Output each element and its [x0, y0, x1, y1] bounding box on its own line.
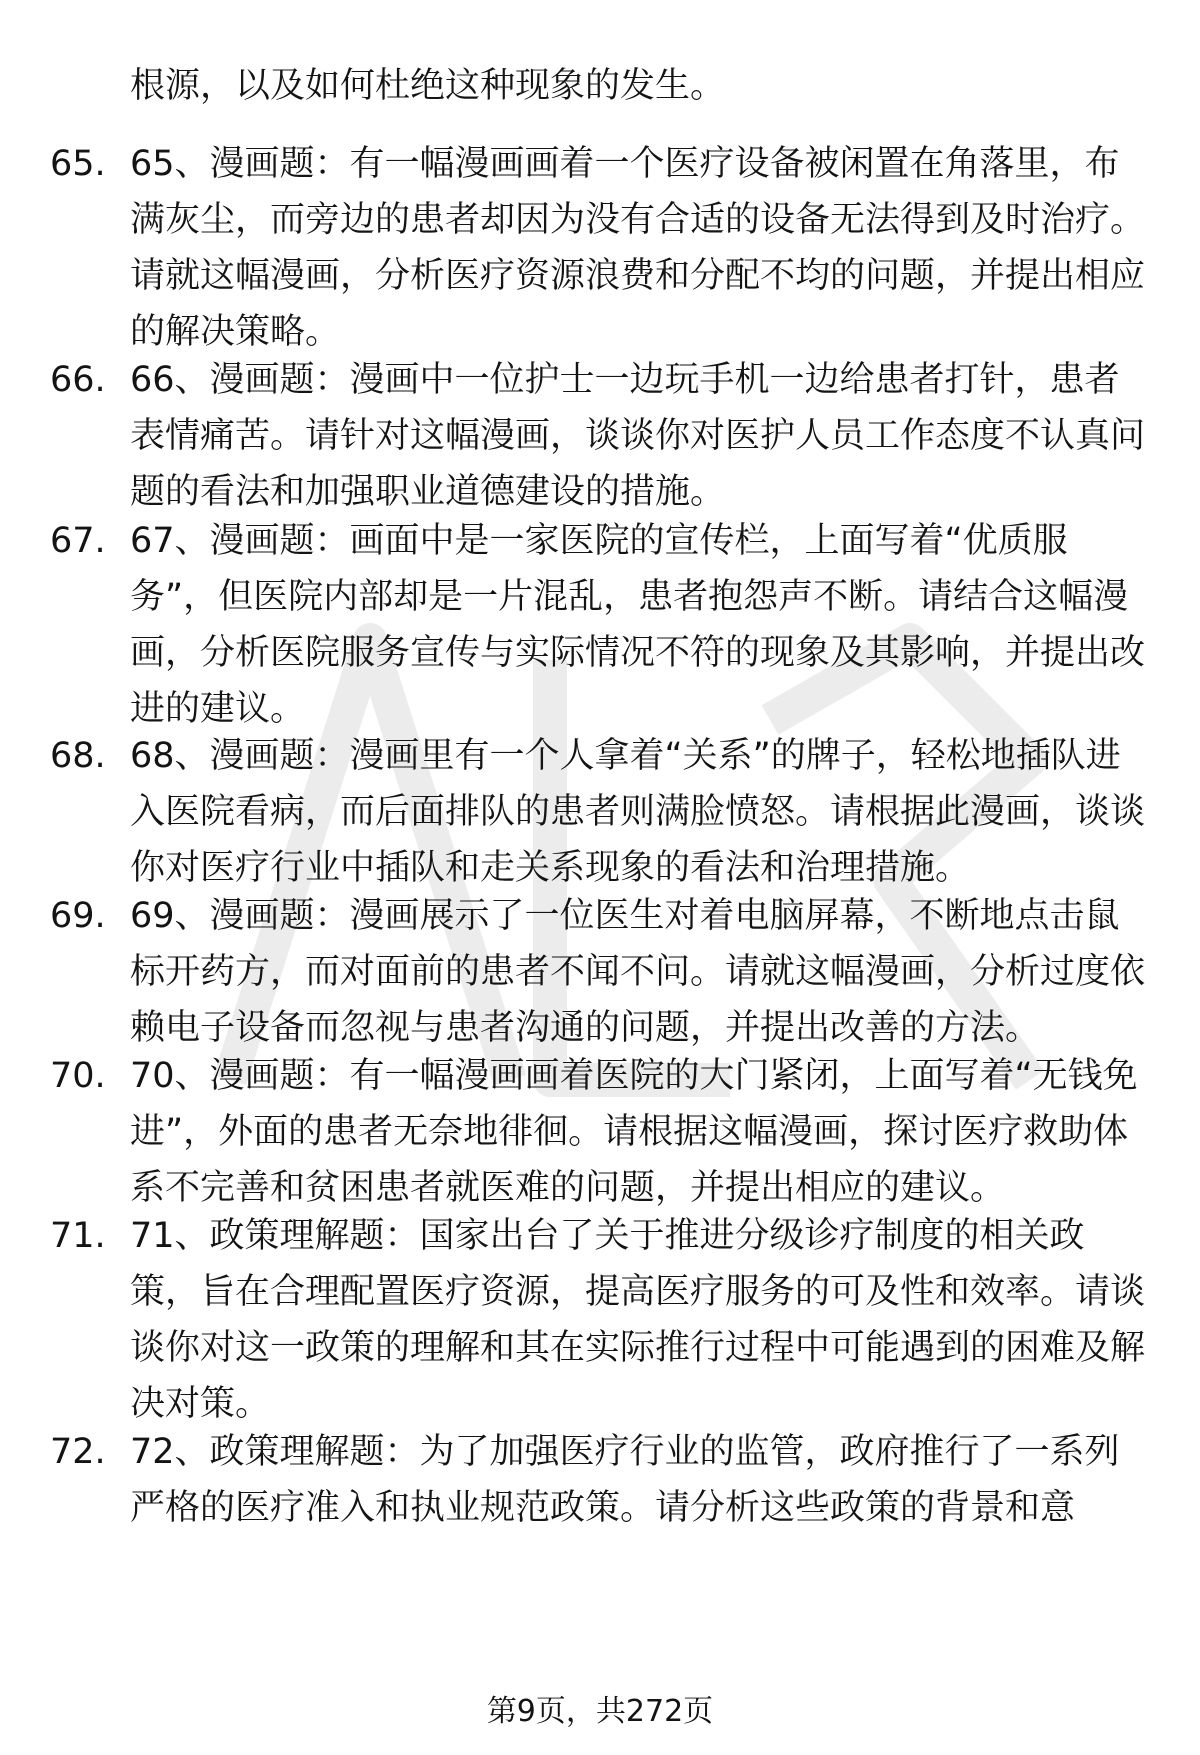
list-item-number: 72.: [50, 1432, 106, 1472]
list-item-text: 72、政策理解题：为了加强医疗行业的监管，政府推行了一系列严格的医疗准入和执业规范政策。请分析这些政策的背景和意: [130, 1432, 1120, 1528]
continued-text: 根源，以及如何杜绝这种现象的发生。: [130, 66, 726, 106]
list-item-number: 67.: [50, 521, 106, 561]
list-item-number: 71.: [50, 1216, 106, 1256]
list-item-number: 70.: [50, 1056, 106, 1096]
list-item-text: 70、漫画题：有一幅漫画画着医院的大门紧闭，上面写着“无钱免进”，外面的患者无奈地徘徊。请根据这幅漫画，探讨医疗救助体系不完善和贫困患者就医难的问题，并提出相应的建议。: [130, 1056, 1138, 1208]
list-item-number: 65.: [50, 144, 106, 184]
list-item-number: 68.: [50, 736, 106, 776]
list-item-text: 69、漫画题：漫画展示了一位医生对着电脑屏幕，不断地点击鼠标开药方，而对面前的患者不闻不问。请就这幅漫画，分析过度依赖电子设备而忽视与患者沟通的问题，并提出改善的方法。: [130, 896, 1146, 1048]
list-item-number: 69.: [50, 896, 106, 936]
page-footer: 第9页，共272页: [486, 1694, 714, 1729]
list-item-text: 68、漫画题：漫画里有一个人拿着“关系”的牌子，轻松地插队进入医院看病，而后面排队的患者则满脸愤怒。请根据此漫画，谈谈你对医疗行业中插队和走关系现象的看法和治理措施。: [130, 736, 1146, 888]
list-item-text: 71、政策理解题：国家出台了关于推进分级诊疗制度的相关政策，旨在合理配置医疗资源，提高医疗服务的可及性和效率。请谈谈你对这一政策的理解和其在实际推行过程中可能遇到的困难及解决对策。: [130, 1216, 1146, 1424]
list-item-text: 67、漫画题：画面中是一家医院的宣传栏，上面写着“优质服务”，但医院内部却是一片混乱，患者抱怨声不断。请结合这幅漫画，分析医院服务宣传与实际情况不符的现象及其影响，并提出改进的建议。: [130, 521, 1146, 729]
list-item-text: 65、漫画题：有一幅漫画画着一个医疗设备被闲置在角落里，布满灰尘，而旁边的患者却因为没有合适的设备无法得到及时治疗。请就这幅漫画，分析医疗资源浪费和分配不均的问题，并提出相应的解决策略。: [130, 144, 1146, 352]
list-item-text: 66、漫画题：漫画中一位护士一边玩手机一边给患者打针，患者表情痛苦。请针对这幅漫画，谈谈你对医护人员工作态度不认真问题的看法和加强职业道德建设的措施。: [130, 360, 1146, 512]
list-item-number: 66.: [50, 360, 106, 400]
